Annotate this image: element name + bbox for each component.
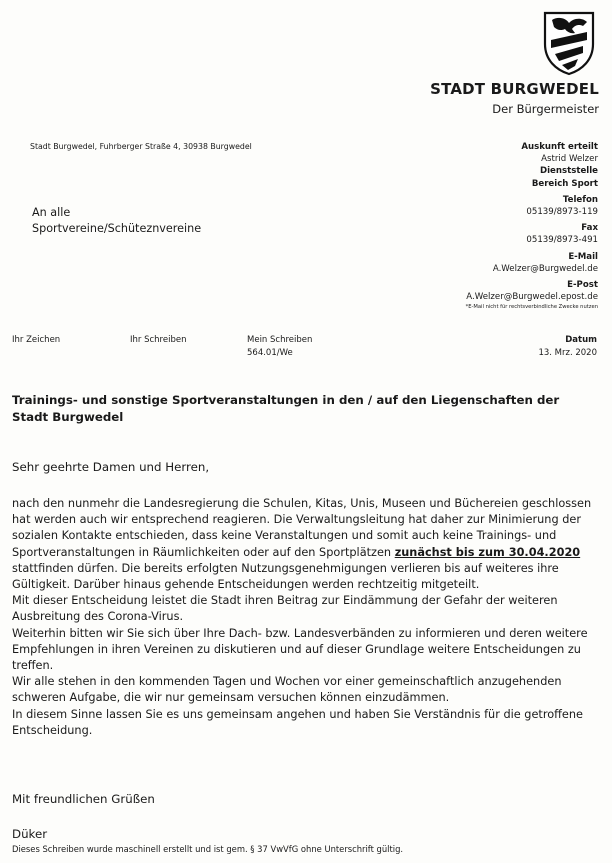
recipient-line-2: Sportvereine/Schüteznvereine [32,222,202,235]
office-name: Der Bürgermeister [492,102,599,116]
sender-address: Stadt Burgwedel, Fuhrberger Straße 4, 30938 Burgwedel [30,142,252,151]
auskunft-label: Auskunft erteilt [521,142,598,152]
closing: Mit freundlichen Grüßen [12,792,155,806]
letter-subject: Trainings- und sonstige Sportveranstaltungen in den / auf den Liegenschaften der Stadt Burgwedel [12,393,560,424]
coat-of-arms-icon [542,10,596,76]
deadline-emphasis: zunächst bis zum 30.04.2020 [394,545,581,559]
fax-label: Fax [581,223,598,234]
dienststelle-label: Dienststelle [539,166,598,177]
signer-name: Düker [12,827,48,841]
body-paragraph-1-end: stattfinden dürfen. Die bereits erfolgten Nutzungsgenehmigungen verlieren bis auf weiteres ihre Gültigkeit. Darüber hinaus gehende Entscheidungen werden rechtzeitig mitgeteilt. [12,561,559,592]
email-value[interactable]: A.Welzer@Burgwedel.de [492,263,598,274]
body-paragraph-1-start: nach den nunmehr die Landesregierung die Schulen, Kitas, Unis, Museen und Büchereien geschlossen hat werden auch wir entsprechend reagieren. Die Verwaltungsleitung hat daher zur Minimierung der sozialen Kontakte entschieden, dass keine Veranstaltungen und somit auch keine Trainings- und Sportveranstaltungen in Räumlichkeiten oder auf den Sportplätzen [12,497,592,559]
epost-label: E-Post [567,280,598,291]
body-paragraph-1 [12,496,604,593]
email-note: *E-Mail nicht für rechtsverbindliche Zwecke nutzen [465,304,598,311]
letter-body [12,496,604,739]
salutation: Sehr geehrte Damen und Herren, [12,460,210,474]
body-paragraph-4: Wir alle stehen in den kommenden Tagen und Wochen vor einer gemeinschaftlich anzugehenden schweren Aufgabe, die wir nur gemeinsam versuchen können einzudämmen. [12,675,562,705]
recipient-line-1: An alle [32,206,71,219]
fax-value: 05139/8973-491 [526,235,598,246]
ref-ihr-schreiben: Ihr Schreiben [130,335,187,345]
datum-label: Datum [565,335,597,345]
telefon-label: Telefon [562,194,598,205]
ref-ihr-zeichen: Ihr Zeichen [12,335,61,345]
mein-schreiben-value: 564.01/We [247,347,293,358]
ref-datum [470,334,597,359]
email-label: E-Mail [568,251,598,262]
body-paragraph-3: Weiterhin bitten wir Sie sich über Ihre Dach- bzw. Landesverbänden zu informieren und deren weitere Empfehlungen in ihren Vereinen zu diskutieren und auf dieser Grundlage weitere Entscheidungen zu treffen. [12,626,588,673]
ref-mein-schreiben [247,334,312,359]
epost-value[interactable]: A.Welzer@Burgwedel.epost.de [466,292,598,303]
datum-value: 13. Mrz. 2020 [538,347,597,358]
dienststelle-value: Bereich Sport [531,178,598,189]
contact-block [420,141,598,312]
city-name: STADT BURGWEDEL [430,80,599,98]
mein-schreiben-label: Mein Schreiben [247,335,313,345]
body-paragraph-5: In diesem Sinne lassen Sie es uns gemeinsam angehen und haben Sie Verständnis für die getroffene Entscheidung. [12,707,583,737]
telefon-value: 05139/8973-119 [526,207,598,218]
footer-note: Dieses Schreiben wurde maschinell erstellt und ist gem. § 37 VwVfG ohne Unterschrift gültig. [12,844,404,854]
auskunft-value: Astrid Welzer [541,154,598,165]
recipient-address [32,205,201,237]
body-paragraph-2: Mit dieser Entscheidung leistet die Stadt ihren Beitrag zur Eindämmung der Gefahr der weiteren Ausbreitung des Corona-Virus. [12,594,558,624]
